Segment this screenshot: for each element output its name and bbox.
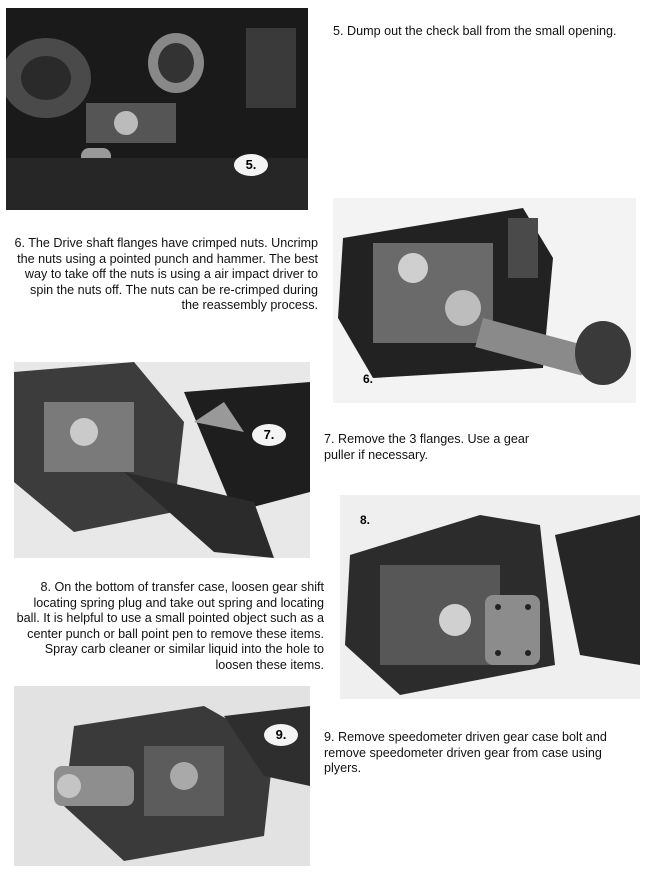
transfer-case-photo-7: [14, 362, 310, 558]
photo-step-7: [14, 362, 310, 558]
transfer-case-photo-8: [340, 495, 640, 699]
transfer-case-photo-5: [6, 8, 308, 210]
step-9-text: 9. Remove speedometer driven gear case bolt and remove speedometer driven gear from case using plyers.: [324, 730, 607, 775]
step-7-text: 7. Remove the 3 flanges. Use a gear puller if necessary.: [324, 432, 530, 462]
step-8-text: 8. On the bottom of transfer case, loosen gear shift locating spring plug and take out spring and locating ball. It is helpful to use a small pointed object such as a center punch or ball point pen to remove these items. Spray carb cleaner or similar liquid into the hole to loosen these items.: [16, 580, 324, 672]
photo-label-5: 5.: [234, 154, 268, 176]
step-6-text: 6. The Drive shaft flanges have crimped nuts. Uncrimp the nuts using a pointed punch and hammer. The best way to take off the nuts is using a air impact driver to spin the nuts off. The nuts can be re-crimped during the reassembly process.: [14, 236, 318, 312]
photo-step-8: [340, 495, 640, 699]
photo-label-6: 6.: [363, 372, 374, 386]
photo-label-9: 9.: [264, 724, 298, 746]
photo-step-9: [14, 686, 310, 866]
transfer-case-photo-6: [333, 198, 636, 403]
photo-label-7: 7.: [252, 424, 286, 446]
photo-step-6: [333, 198, 636, 403]
photo-step-5: [6, 8, 308, 210]
photo-label-8: 8.: [360, 513, 371, 527]
transfer-case-photo-9: [14, 686, 310, 866]
step-5-text: 5. Dump out the check ball from the small opening.: [333, 24, 617, 38]
